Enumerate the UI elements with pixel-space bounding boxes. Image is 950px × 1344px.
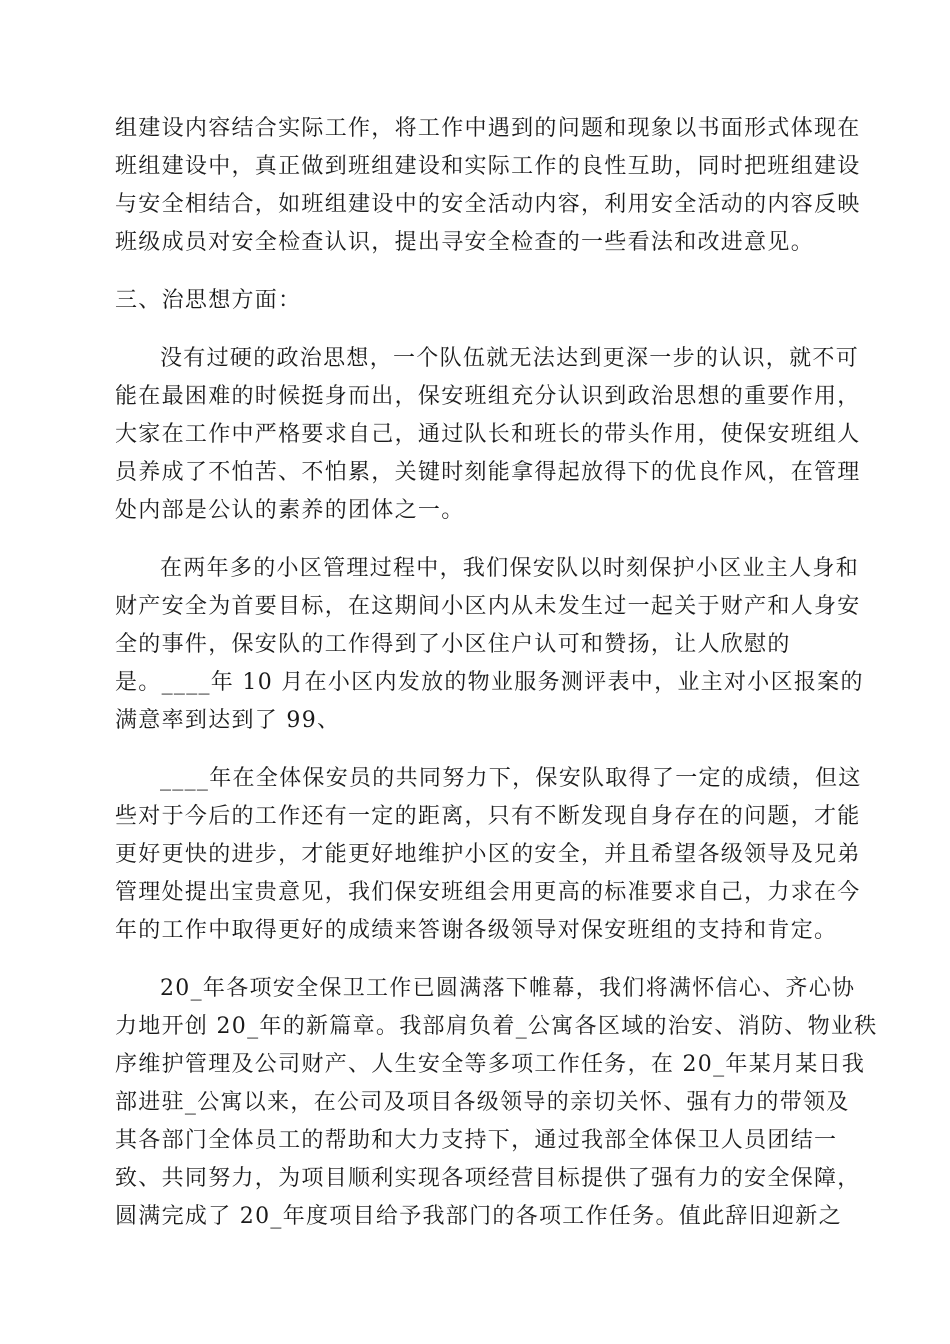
text-line: 没有过硬的政治思想，一个队伍就无法达到更深一步的认识，就不可 (160, 346, 860, 371)
text-line: 全的事件，保安队的工作得到了小区住户认可和赞扬，让人欣慰的 (115, 632, 791, 657)
text-line: 处内部是公认的素养的团体之一。 (115, 498, 465, 523)
text-line: 满意率到达到了 99、 (115, 708, 341, 733)
text-line: 能在最困难的时候挺身而出，保安班组充分认识到政治思想的重要作用， (115, 384, 861, 409)
text-line: 20_年各项安全保卫工作已圆满落下帷幕，我们将满怀信心、齐心协 (160, 976, 856, 1001)
text-line: 力地开创 20_年的新篇章。我部肩负着_公寓各区域的治安、消防、物业秩 (115, 1014, 878, 1039)
text-line: 部进驻_公寓以来，在公司及项目各级领导的亲切关怀、强有力的带领及 (115, 1090, 850, 1115)
section-heading: 三、治思想方面： (115, 288, 302, 313)
text-line: 大家在工作中严格要求自己，通过队长和班长的带头作用，使保安班组人 (115, 422, 861, 447)
text-line: 财产安全为首要目标，在这期间小区内从未发生过一起关于财产和人身安 (115, 594, 861, 619)
text-line: 组建设内容结合实际工作，将工作中遇到的问题和现象以书面形式体现在 (115, 116, 861, 141)
text-line: 更好更快的进步，才能更好地维护小区的安全，并且希望各级领导及兄弟 (115, 842, 861, 867)
text-line: 在两年多的小区管理过程中，我们保安队以时刻保护小区业主人身和 (160, 556, 860, 581)
text-line: 管理处提出宝贵意见，我们保安班组会用更高的标准要求自己，力求在今 (115, 880, 861, 905)
text-line: 序维护管理及公司财产、人生安全等多项工作任务，在 20_年某月某日我 (115, 1052, 866, 1077)
text-line: 员养成了不怕苦、不怕累，关键时刻能拿得起放得下的优良作风，在管理 (115, 460, 861, 485)
text-line: 与安全相结合，如班组建设中的安全活动内容，利用安全活动的内容反映 (115, 192, 861, 217)
text-line: 班级成员对安全检查认识，提出寻安全检查的一些看法和改进意见。 (115, 230, 815, 255)
text-line: 班组建设中，真正做到班组建设和实际工作的良性互助，同时把班组建设 (115, 154, 861, 179)
text-line: 些对于今后的工作还有一定的距离，只有不断发现自身存在的问题，才能 (115, 804, 861, 829)
text-line: 是。____年 10 月在小区内发放的物业服务测评表中，业主对小区报案的 (115, 670, 864, 695)
text-line: 致、共同努力，为项目顺利实现各项经营目标提供了强有力的安全保障， (115, 1166, 861, 1191)
text-line: ____年在全体保安员的共同努力下，保安队取得了一定的成绩，但这 (160, 766, 862, 791)
text-line: 年的工作中取得更好的成绩来答谢各级领导对保安班组的支持和肯定。 (115, 918, 838, 943)
text-line: 其各部门全体员工的帮助和大力支持下，通过我部全体保卫人员团结一 (115, 1128, 838, 1153)
text-line: 圆满完成了 20_年度项目给予我部门的各项工作任务。值此辞旧迎新之 (115, 1204, 842, 1229)
